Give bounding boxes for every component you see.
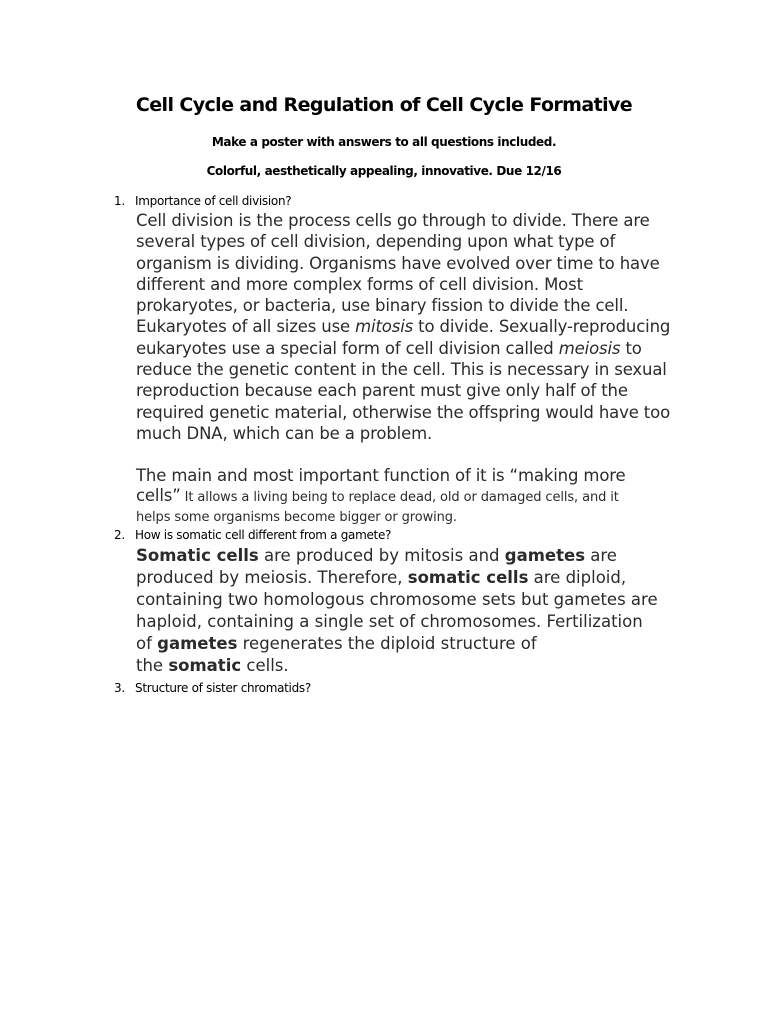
answer-line: reproduction because each parent must give only half of the (136, 381, 628, 401)
answer-line (136, 655, 684, 677)
answer-line (136, 485, 684, 509)
question-text: Structure of sister chromatids? (135, 681, 311, 695)
text-run: the (136, 656, 169, 675)
answer-line: helps some organisms become bigger or growing. (136, 510, 457, 525)
text-run: to (620, 338, 642, 358)
answer-line (136, 545, 684, 567)
document-title: Cell Cycle and Regulation of Cell Cycle Formative (135, 94, 633, 116)
answer-1-paragraph-2 (136, 465, 684, 486)
text-run: cells. (241, 656, 289, 675)
bold-term: somatic (168, 656, 242, 675)
answer-line: prokaryotes, or bacteria, use binary fission to divide the cell. (136, 296, 629, 316)
question-2 (114, 528, 391, 542)
answer-line (136, 567, 684, 589)
question-number: 1. (114, 194, 125, 208)
question-1 (114, 194, 291, 208)
bold-term: gametes (157, 634, 238, 653)
question-3 (114, 681, 311, 695)
answer-line (136, 316, 684, 337)
answer-line: required genetic material, otherwise the offspring would have too (136, 402, 671, 422)
text-run: It allows a living being to replace dead, old or damaged cells, and it (180, 490, 619, 505)
text-run: cells” (136, 486, 181, 505)
answer-1-paragraph-2-cont (136, 485, 684, 527)
italic-term: mitosis (355, 317, 414, 337)
text-run: regenerates the diploid structure of (237, 634, 537, 653)
italic-term: meiosis (558, 338, 621, 358)
text-run: are diploid, (528, 568, 627, 587)
text-run: produced by meiosis. Therefore, (136, 568, 408, 587)
text-run: to divide. Sexually-reproducing (413, 317, 671, 337)
instruction-line-1: Make a poster with answers to all questions included. (211, 135, 557, 149)
text-run: Eukaryotes of all sizes use (136, 317, 356, 337)
answer-line: different and more complex forms of cell division. Most (136, 274, 583, 294)
answer-line: reduce the genetic content in the cell. This is necessary in sexual (136, 360, 667, 380)
answer-line (136, 633, 684, 655)
answer-line (136, 338, 684, 359)
text-run: of (136, 634, 158, 653)
answer-line: The main and most important function of it is “making more (136, 466, 626, 485)
text-run: eukaryotes use a special form of cell division called (136, 338, 559, 358)
bold-term: somatic cells (407, 568, 529, 587)
question-text: Importance of cell division? (135, 194, 292, 208)
question-text: How is somatic cell different from a gamete? (135, 528, 392, 542)
question-number: 3. (114, 681, 125, 695)
answer-1-paragraph-1 (136, 210, 684, 444)
answer-line: several types of cell division, depending upon what type of (136, 232, 616, 252)
bold-term: gametes (504, 546, 586, 565)
answer-line: much DNA, which can be a problem. (136, 423, 433, 443)
text-run: are (585, 546, 617, 565)
text-run: are produced by mitosis and (258, 546, 505, 565)
answer-line: organism is dividing. Organisms have evolved over time to have (136, 253, 660, 273)
instruction-line-2: Colorful, aesthetically appealing, innovative. Due 12/16 (206, 164, 562, 178)
answer-line: haploid, containing a single set of chromosomes. Fertilization (136, 612, 643, 631)
answer-2-paragraph (136, 545, 684, 677)
bold-term: Somatic cells (136, 546, 259, 565)
answer-line: containing two homologous chromosome sets but gametes are (136, 590, 658, 609)
question-number: 2. (114, 528, 125, 542)
answer-line: Cell division is the process cells go through to divide. There are (136, 211, 650, 230)
